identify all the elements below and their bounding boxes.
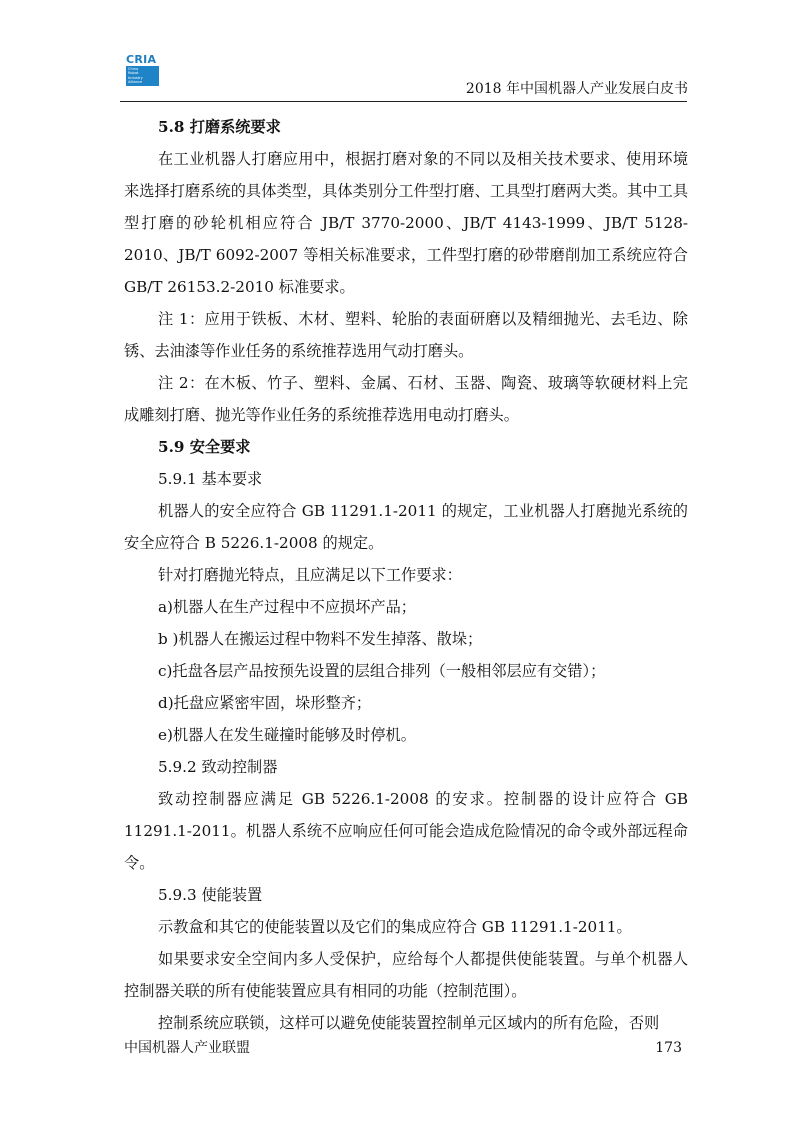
cria-logo [126,54,160,86]
paragraph: 示教盒和其它的使能装置以及它们的集成应符合 GB 11291.1-2011。 [158,918,632,936]
list-item: b )机器人在搬运过程中物料不发生掉落、散垛； [158,630,483,648]
section-heading-5-8: 5.8 打磨系统要求 [158,118,281,136]
paragraph: 控制系统应联锁，这样可以避免使能装置控制单元区域内的所有危险，否则 [158,1014,660,1032]
running-header-title: 2018 年中国机器人产业发展白皮书 [465,81,688,97]
paragraph: 机器人的安全应符合 GB 11291.1-2011 的规定，工业机器人打磨抛光系统的安全应符合 B 5226.1-2008 的规定。 [124,502,688,552]
page-number: 173 [655,1040,682,1056]
subsection-heading-5-9-1: 5.9.1 基本要求 [158,470,263,488]
header-divider [120,101,687,102]
paragraph: 致动控制器应满足 GB 5226.1-2008 的安求。控制器的设计应符合 GB 11291.1-2011。机器人系统不应响应任何可能会造成危险情况的命令或外部远程命令。 [124,790,688,872]
list-item: c)托盘各层产品按预先设置的层组合排列（一般相邻层应有交错）； [158,662,606,680]
page-body [124,111,688,1039]
note-2: 注 2：在木板、竹子、塑料、金属、石材、玉器、陶瓷、玻璃等软硬材料上完成雕刻打磨、抛光等作业任务的系统推荐选用电动打磨头。 [124,374,688,424]
note-1: 注 1：应用于铁板、木材、塑料、轮胎的表面研磨以及精细抛光、去毛边、除锈、去油漆等作业任务的系统推荐选用气动打磨头。 [124,310,688,360]
section-heading-5-9: 5.9 安全要求 [158,438,251,456]
list-item: e)机器人在发生碰撞时能够及时停机。 [158,726,416,744]
footer-organization: 中国机器人产业联盟 [124,1040,250,1056]
list-item: d)托盘应紧密牢固，垛形整齐； [158,694,372,712]
subsection-heading-5-9-3: 5.9.3 使能装置 [158,886,263,904]
list-item: a)机器人在生产过程中不应损坏产品； [158,598,416,616]
logo-wordmark: CRIA [126,53,157,66]
logo-subtitle: China Robot Industry Alliance [128,67,143,85]
logo-block [126,66,159,86]
paragraph: 针对打磨抛光特点，且应满足以下工作要求： [158,566,462,584]
subsection-heading-5-9-2: 5.9.2 致动控制器 [158,758,278,776]
paragraph: 在工业机器人打磨应用中，根据打磨对象的不同以及相关技术要求、使用环境来选择打磨系统的具体类型，具体类别分工件型打磨、工具型打磨两大类。其中工具型打磨的砂轮机相应符合 JB/T 3770-2000、JB/T 4143-1999、JB/T 5128-2010、JB/T 6092-2007 等相关标准要求，工件型打磨的砂带磨削加工系统应符合 GB/T 26153.2-2010 标准要求。 [124,150,688,296]
paragraph: 如果要求安全空间内多人受保护，应给每个人都提供使能装置。与单个机器人控制器关联的所有使能装置应具有相同的功能（控制范围）。 [124,950,688,1000]
